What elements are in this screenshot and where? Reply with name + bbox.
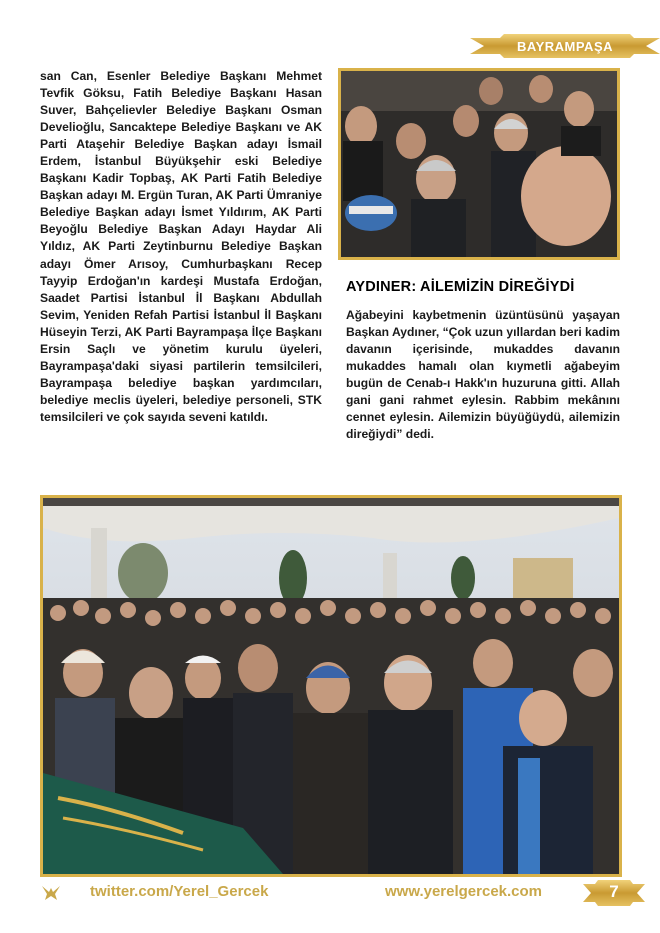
website-link[interactable]: www.yerelgercek.com: [385, 883, 543, 900]
article-subheading: AYDINER: AİLEMİZİN DİREĞİYDİ: [346, 279, 575, 295]
twitter-link[interactable]: twitter.com/Yerel_Gercek: [90, 883, 269, 900]
section-title: BAYRAMPAŞA: [516, 39, 613, 54]
twitter-icon: [40, 884, 62, 902]
funeral-photo-bottom: [40, 495, 622, 877]
article-body-left: san Can, Esenler Belediye Başkanı Mehmet Tevfik Göksu, Fatih Belediye Başkanı Hasan Suver, Bahçelievler Belediye Başkanı Osman Develioğlu, Sancaktepe Belediye Başkanı ve AK Parti Ataşehir Belediye Başkan adayı İsmail Erdem, İstanbul Büyükşehir eski Belediye Başkanı Kadir Topbaş, AK Parti Fatih Belediye Başkan adayı M. Ergün Turan, AK Parti Ümraniye Belediye Başkan adayı İsmet Yıldırım, AK Parti Beyoğlu Belediye Başkan Adayı Haydar Ali Yıldız, AK Parti Zeytinburnu Belediye Başkan adayı Ömer Arısoy, Cumhurbaşkanı Recep Tayyip Erdoğan'ın kardeşi Mustafa Erdoğan, Saadet Partisi İstanbul İl Başkanı Abdullah Sevim, Yeniden Refah Partisi İstanbul İl Başkanı Hüseyin Terzi, AK Parti Bayrampaşa İlçe Başkanı Ersin Saçlı ve yönetim kurulu üyeleri, Bayrampaşa'daki siyasi partilerin temsilcileri, Bayrampaşa belediye başkan yardımcıları, belediye meclis üyeleri, belediye personeli, STK temsilcileri ve çok sayıda seveni katıldı.: [40, 69, 322, 424]
article-body-right: Ağabeyini kaybetmenin üzüntüsünü yaşayan Başkan Aydıner, “Çok uzun yıllardan beri kadim davanın içerisinde, mukaddes davanın mukaddes hamalı olan kıymetli ağabeyim bugün de Cenab-ı Hakk'ın huzuruna gitti. Allah gani gani rahmet eylesin. Rabbim mekânını cennet eylesin. Ailemizin büyüğüydü, ailemizin direğiydi” dedi.: [346, 308, 620, 442]
page-number: 7: [609, 882, 619, 901]
funeral-photo-top: [338, 68, 620, 260]
